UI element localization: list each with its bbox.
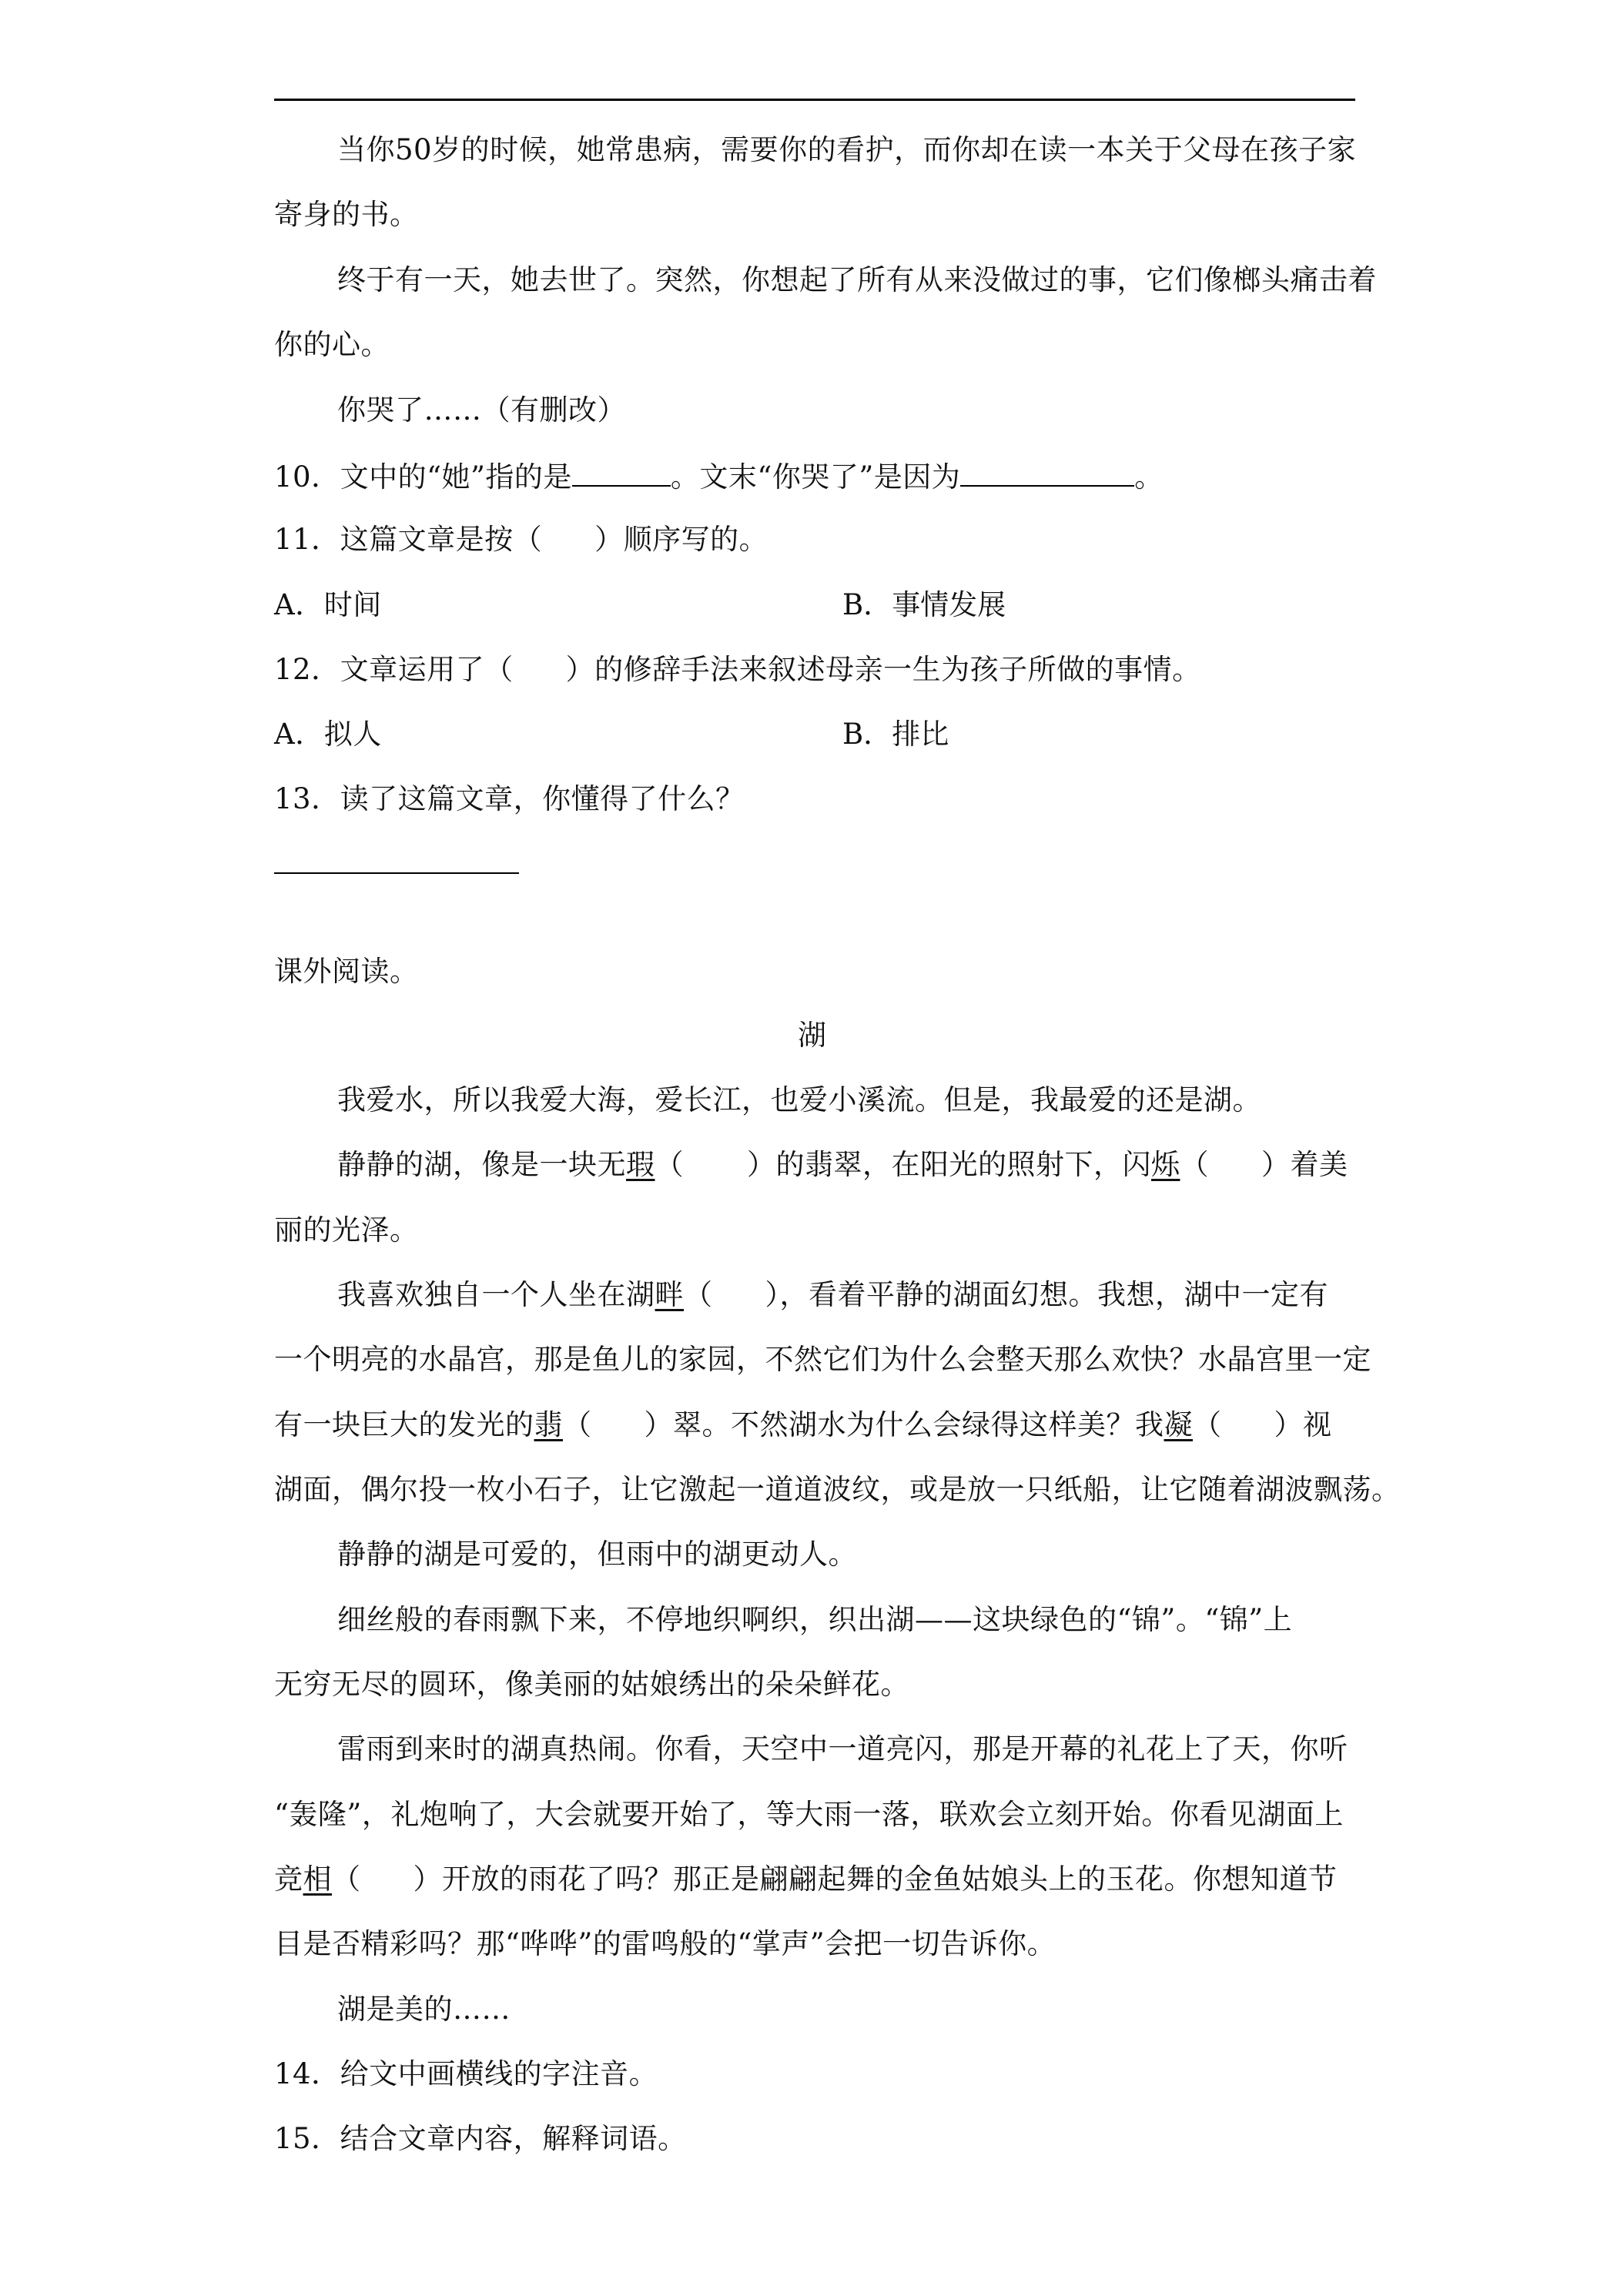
- passage2-p2-line1: 静静的湖，像是一块无瑕（ ）的翡翠，在阳光的照射下，闪烁（ ）着美: [337, 1148, 1348, 1181]
- answer-blank-q10-b[interactable]: [960, 456, 1134, 487]
- underlined-char: 瑕: [626, 1148, 655, 1181]
- passage2-p5-line2: 无穷无尽的圆环，像美丽的姑娘绣出的朵朵鲜花。: [274, 1668, 909, 1701]
- q11-option-b[interactable]: B．事情发展: [842, 588, 1006, 621]
- passage1-p1-line1: 当你50岁的时候，她常患病，需要你的看护，而你却在读一本关于父母在孩子家: [337, 133, 1357, 166]
- question-10: 10．文中的“她”指的是 。文末“你哭了”是因为 。: [274, 456, 1164, 497]
- q12-option-a[interactable]: A．拟人: [274, 718, 382, 751]
- passage2-p6-line2: “轰隆”，礼炮响了，大会就要开始了，等大雨一落，联欢会立刻开始。你看见湖面上: [274, 1798, 1344, 1831]
- passage2-p5-line1: 细丝般的春雨飘下来，不停地织啊织，织出湖——这块绿色的“锦”。“锦”上: [337, 1603, 1293, 1636]
- passage2-p4: 静静的湖是可爱的，但雨中的湖更动人。: [337, 1538, 857, 1571]
- q12-option-b[interactable]: B．排比: [842, 718, 949, 751]
- passage2-p3-line1: 我喜欢独自一个人坐在湖畔（ ），看着平静的湖面幻想。我想，湖中一定有: [337, 1278, 1328, 1311]
- underlined-char: 烁: [1151, 1148, 1180, 1181]
- passage2-p6-line4: 目是否精彩吗？那“哗哗”的雷鸣般的“掌声”会把一切告诉你。: [274, 1927, 1056, 1960]
- passage1-p3: 你哭了……（有删改）: [337, 393, 626, 427]
- header-rule: [274, 99, 1355, 101]
- underlined-char: 相: [303, 1863, 332, 1896]
- q11-option-a[interactable]: A．时间: [274, 588, 382, 621]
- passage2-p6-line1: 雷雨到来时的湖真热闹。你看，天空中一道亮闪，那是开幕的礼花上了天，你听: [337, 1732, 1348, 1766]
- passage2-p1: 我爱水，所以我爱大海，爱长江，也爱小溪流。但是，我最爱的还是湖。: [337, 1083, 1261, 1116]
- passage-title: 湖: [798, 1019, 826, 1052]
- underlined-char: 翡: [534, 1408, 563, 1441]
- underlined-char: 凝: [1164, 1408, 1193, 1441]
- answer-blank-q10-a[interactable]: [572, 456, 671, 487]
- question-14: 14．给文中画横线的字注音。: [274, 2057, 658, 2090]
- passage1-p2-line2: 你的心。: [274, 328, 390, 361]
- question-12: 12．文章运用了（ ）的修辞手法来叙述母亲一生为孩子所做的事情。: [274, 653, 1201, 686]
- passage1-p2-line1: 终于有一天，她去世了。突然，你想起了所有从来没做过的事，它们像榔头痛击着: [337, 263, 1377, 296]
- passage2-p3-line3: 有一块巨大的发光的翡（ ）翠。不然湖水为什么会绿得这样美？我凝（ ）视: [274, 1408, 1332, 1441]
- passage1-p1-line2: 寄身的书。: [274, 198, 419, 231]
- question-11: 11．这篇文章是按（ ）顺序写的。: [274, 523, 768, 556]
- answer-line-q13[interactable]: [274, 872, 519, 874]
- passage2-p3-line4: 湖面，偶尔投一枚小石子，让它激起一道道波纹，或是放一只纸船，让它随着湖波飘荡。: [274, 1473, 1401, 1506]
- passage2-p3-line2: 一个明亮的水晶宫，那是鱼儿的家园，不然它们为什么会整天那么欢快？水晶宫里一定: [274, 1343, 1371, 1376]
- section-label: 课外阅读。: [274, 955, 419, 988]
- underlined-char: 畔: [655, 1278, 684, 1311]
- question-13: 13．读了这篇文章，你懂得了什么？: [274, 782, 745, 815]
- passage2-p2-line2: 丽的光泽。: [274, 1213, 419, 1247]
- passage2-p6-line3: 竞相（ ）开放的雨花了吗？那正是翩翩起舞的金鱼姑娘头上的玉花。你想知道节: [274, 1863, 1338, 1896]
- passage2-p7: 湖是美的……: [337, 1993, 511, 2026]
- question-15: 15．结合文章内容，解释词语。: [274, 2122, 687, 2155]
